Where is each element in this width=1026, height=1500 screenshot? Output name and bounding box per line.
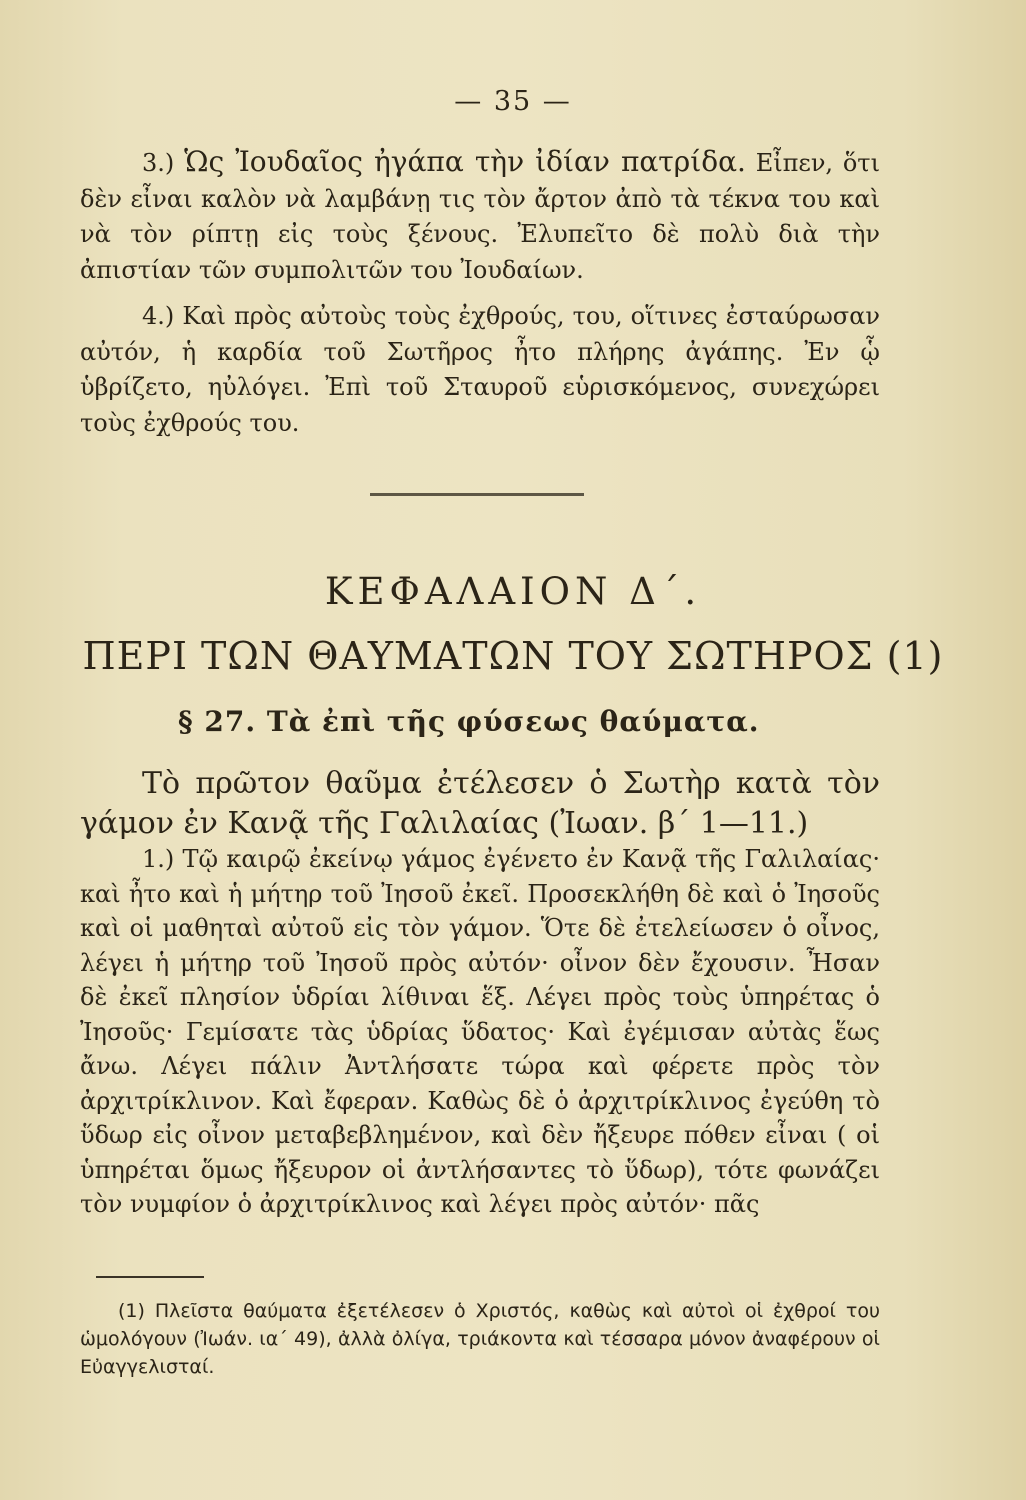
paragraph-3-number: 3.) — [142, 149, 175, 177]
paragraph-3-text: Εἶπεν, ὅτι δὲν εἶναι καλὸν νὰ λαμβάνῃ τις τὸν ἄρτον ἀπὸ τὰ τέκνα του καὶ νὰ τὸν ρίπτῃ εἰς τοὺς ξένους. Ἐλυπεῖτο δὲ πολὺ διὰ τὴν ἀπιστίαν τῶν συμπολιτῶν του Ἰουδαίων. — [80, 149, 880, 284]
footnote-divider — [96, 1276, 204, 1278]
paragraph-3 — [80, 144, 880, 288]
paragraph-4-number: 4.) — [142, 302, 175, 330]
page-number: — 35 — — [454, 86, 572, 117]
intro-text: Τὸ πρῶτον θαῦμα ἐτέλεσεν ὁ Σωτὴρ κατὰ τὸν γάμον ἐν Κανᾷ τῆς Γαλιλαίας (Ἰωαν. β΄ 1—11.) — [80, 766, 880, 841]
paragraph-3-lead: Ὡς Ἰουδαῖος ἠγάπα τὴν ἰδίαν πατρίδα. — [184, 145, 746, 178]
footnote-text: (1) Πλεῖστα θαύματα ἐξετέλεσεν ὁ Χριστός, καθὼς καὶ αὐτοὶ οἱ ἐχθροί του ὡμολόγουν (Ἰωάν. ια΄ 49), ἀλλὰ ὀλίγα, τριάκοντα καὶ τέσσαρα μόνον ἀναφέρουν οἱ Εὐαγγελισταί. — [80, 1300, 880, 1378]
paragraph-4-text: Καὶ πρὸς αὐτοὺς τοὺς ἐχθρούς, του, οἵτινες ἐσταύρωσαν αὐτόν, ἡ καρδία τοῦ Σωτῆρος ἦτο πλήρης ἀγάπης. Ἐν ᾧ ὑβρίζετο, ηὐλόγει. Ἐπὶ τοῦ Σταυροῦ εὑρισκόμενος, συνεχώρει τοὺς ἐχθρούς του. — [80, 302, 880, 437]
section-heading: § 27. Τὰ ἐπὶ τῆς φύσεως θαύματα. — [178, 705, 760, 738]
chapter-subtitle: ΠΕΡΙ ΤΩΝ ΘΑΥΜΑΤΩΝ ΤΟΥ ΣΩΤΗΡΟΣ (1) — [82, 634, 944, 678]
body-paragraph-1-number: 1.) — [142, 845, 175, 873]
paragraph-4 — [80, 299, 880, 441]
footnote — [80, 1297, 880, 1381]
intro-paragraph — [80, 764, 880, 844]
body-paragraph-1 — [80, 842, 880, 1222]
chapter-title: ΚΕΦΑΛΑΙΟΝ Δ΄. — [324, 570, 702, 613]
body-paragraph-1-text: Τῷ καιρῷ ἐκείνῳ γάμος ἐγένετο ἐν Κανᾷ τῆς Γαλιλαίας· καὶ ἦτο καὶ ἡ μήτηρ τοῦ Ἰησοῦ ἐκεῖ. Προσεκλήθη δὲ καὶ ὁ Ἰησοῦς καὶ οἱ μαθηταὶ αὐτοῦ εἰς τὸν γάμον. Ὅτε δὲ ἐτελείωσεν ὁ οἶνος, λέγει ἡ μήτηρ τοῦ Ἰησοῦ πρὸς αὐτόν· οἶνον δὲν ἔχουσιν. Ἦσαν δὲ ἐκεῖ πλησίον ὑδρίαι λίθιναι ἕξ. Λέγει πρὸς τοὺς ὑπηρέτας ὁ Ἰησοῦς· Γεμίσατε τὰς ὑδρίας ὕδατος· Καὶ ἐγέμισαν αὐτὰς ἕως ἄνω. Λέγει πάλιν Ἀντλήσατε τώρα καὶ φέρετε πρὸς τὸν ἀρχιτρίκλινον. Καὶ ἔφεραν. Καθὼς δὲ ὁ ἀρχιτρίκλινος ἐγεύθη τὸ ὕδωρ εἰς οἶνον μεταβεβλημένον, καὶ δὲν ἤξευρε πόθεν εἶναι ( οἱ ὑπηρέται ὅμως ἤξευρον οἱ ἀντλήσαντες τὸ ὕδωρ), τότε φωνάζει τὸν νυμφίον ὁ ἀρχιτρίκλινος καὶ λέγει πρὸς αὐτόν· πᾶς — [80, 845, 880, 1218]
section-divider — [370, 493, 584, 496]
